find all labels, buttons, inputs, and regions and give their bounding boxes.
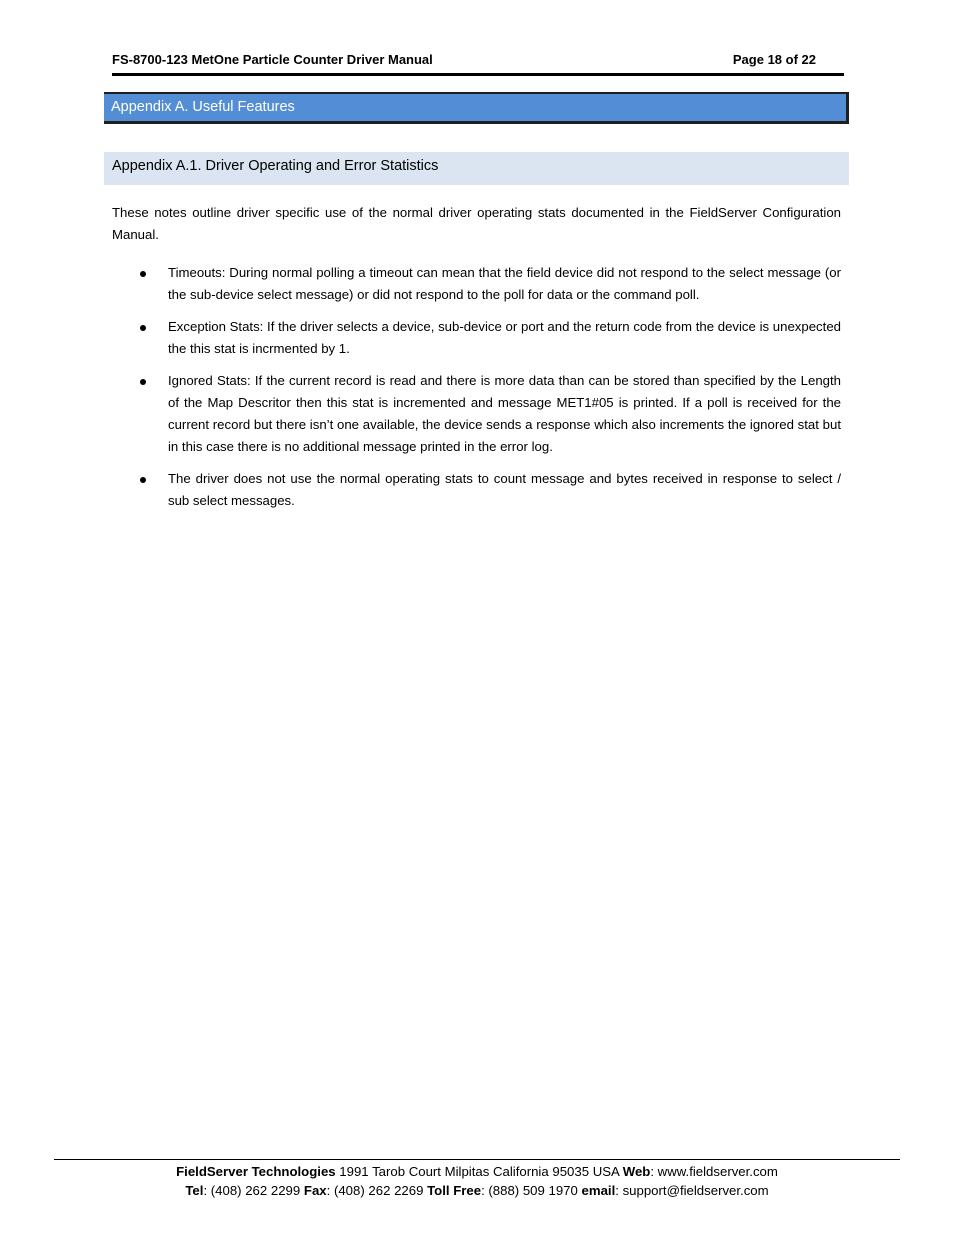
list-item [112, 468, 841, 512]
footer-tollfree: : (888) 509 1970 [481, 1183, 582, 1198]
bullet-icon [140, 477, 146, 483]
section-heading [104, 152, 849, 185]
bullet-icon [140, 271, 146, 277]
footer-company: FieldServer Technologies [176, 1164, 336, 1179]
footer-tollfree-label: Toll Free [427, 1183, 482, 1198]
appendix-heading [104, 92, 849, 124]
page-header [112, 50, 844, 76]
footer-tel-label: Tel [185, 1183, 204, 1198]
footer-divider [54, 1159, 900, 1160]
footer-fax: : (408) 262 2269 [326, 1183, 428, 1198]
list-item-text: Timeouts: During normal polling a timeout can mean that the field device did not respond to the select message (or the sub-device select message) or did not respond to the poll for data or the command poll. [168, 265, 841, 302]
footer-tel: : (408) 262 2299 [203, 1183, 304, 1198]
footer-address-line [54, 1162, 900, 1181]
list-item [112, 370, 841, 458]
footer-address: 1991 Tarob Court Milpitas California 95035 USA [335, 1164, 623, 1179]
bullet-icon [140, 379, 146, 385]
list-item-text: Exception Stats: If the driver selects a device, sub-device or port and the return code from the device is unexpected the this stat is incrmented by 1. [168, 319, 841, 356]
bullet-icon [140, 325, 146, 331]
document-title: FS-8700-123 MetOne Particle Counter Driver Manual [112, 52, 433, 67]
footer-contact-line [54, 1181, 900, 1200]
appendix-title: Appendix A. Useful Features [111, 99, 295, 115]
footer-email-link[interactable]: : support@fieldserver.com [615, 1183, 769, 1198]
section-title: Appendix A.1. Driver Operating and Error Statistics [112, 158, 439, 174]
page-number: Page 18 of 22 [732, 52, 816, 67]
list-item [112, 316, 841, 360]
footer-fax-label: Fax [303, 1183, 327, 1198]
list-item-text: The driver does not use the normal operating stats to count message and bytes received in response to select / sub select messages. [168, 471, 841, 508]
footer-web-link[interactable]: : www.fieldserver.com [650, 1164, 778, 1179]
list-item-text: Ignored Stats: If the current record is read and there is more data than can be stored than specified by the Length of the Map Descritor then this stat is incremented and message MET1#05 is printed. If a poll is received for the current record but there isn’t one available, the device sends a response which also increments the ignored stat but in this case there is no additional message printed in the error log. [168, 373, 841, 454]
intro-paragraph: These notes outline driver specific use of the normal driver operating stats documented in the FieldServer Configuration Manual. [112, 205, 841, 242]
footer-email-label: email [581, 1183, 616, 1198]
statistics-list [112, 262, 841, 522]
footer-web-label: Web [622, 1164, 651, 1179]
list-item [112, 262, 841, 306]
